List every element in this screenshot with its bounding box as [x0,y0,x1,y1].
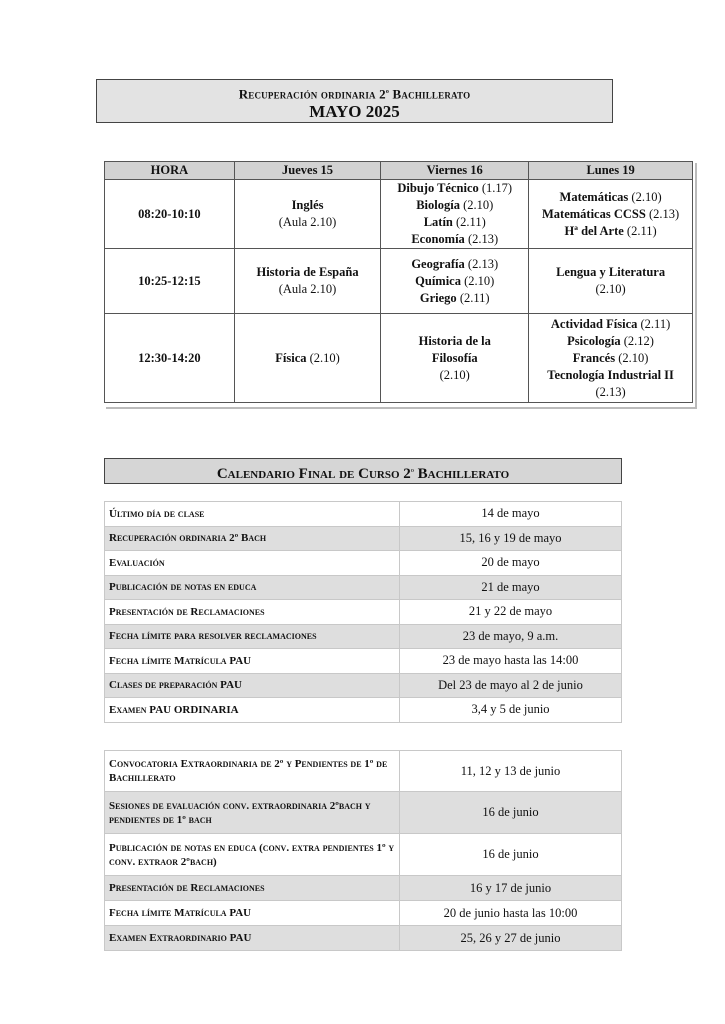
calendar-event-date: 16 de junio [400,834,622,876]
calendar-event-date: 3,4 y 5 de junio [400,698,622,723]
calendar-row [105,926,622,951]
calendar-event-date: 11, 12 y 13 de junio [400,751,622,792]
room-number: (2.13) [648,206,680,221]
col-header-jueves: Jueves 15 [234,162,381,180]
subject-name: Actividad Física [550,316,638,331]
calendar-event-date: 23 de mayo hasta las 14:00 [400,649,622,674]
calendar-event-label: Examen Extraordinario PAU [105,926,400,951]
calendar-event-label: Fecha límite Matrícula PAU [105,649,400,674]
title-line1: Recuperación ordinaria 2$^o$ Bachillerato [238,86,471,102]
calendar-row [105,834,622,876]
calendar-event-label: Examen PAU ORDINARIA [105,698,400,723]
calendar-event-date: 23 de mayo, 9 a.m. [400,624,622,649]
calendar-extraordinary-table [104,750,622,951]
room-number: (2.11) [640,316,671,331]
schedule-row [105,314,693,403]
schedule-entry [383,180,526,197]
calendar-event-label: Publicación de notas en educa [105,575,400,600]
room-number: (2.10) [618,350,649,365]
schedule-cell-viernes [381,249,529,314]
col-header-viernes: Viernes 16 [381,162,529,180]
calendar-event-label: Sesiones de evaluación conv. extraordinaria 2ºbach y pendientes de 1º bach [105,792,400,834]
schedule-cell-lunes [529,180,693,249]
schedule-entry [531,264,690,281]
schedule-entry [237,281,379,298]
calendar-row [105,751,622,792]
schedule-entry [237,264,379,281]
schedule-cell-jueves [234,180,381,249]
subject-name: Biología [416,198,460,212]
room-number: (2.10) [595,282,626,296]
schedule-entry [531,281,690,298]
room-number: (Aula 2.10) [278,215,337,229]
subject-name: Filosofía [431,350,478,365]
calendar-row [105,502,622,527]
room-number: (2.11) [456,215,486,229]
calendar-row [105,526,622,551]
room-number: (2.13) [595,384,626,399]
calendar-event-date: 25, 26 y 27 de junio [400,926,622,951]
schedule-cell-lunes [529,314,693,403]
exam-schedule-table [104,161,693,403]
room-number: (2.10) [631,189,662,204]
subject-name: Inglés [291,198,324,212]
calendar-row [105,876,622,901]
calendar-ordinary-table [104,501,622,723]
schedule-entry [383,197,526,214]
subject-name: Economía [411,232,465,246]
schedule-cell-viernes [381,314,529,403]
calendar-event-label: Publicación de notas en educa (conv. extra pendientes 1º y conv. extraor 2ºbach) [105,834,400,876]
schedule-hour: 12:30-14:20 [105,314,235,403]
subject-name: Latín [423,215,453,229]
room-number: (2.10) [463,198,494,212]
schedule-entry [383,256,526,273]
subject-name: Matemáticas [559,189,629,204]
calendar-row [105,792,622,834]
calendar-event-date: Del 23 de mayo al 2 de junio [400,673,622,698]
room-number: (2.10) [439,367,470,382]
schedule-entry [383,367,526,384]
calendar-event-date: 20 de mayo [400,551,622,576]
room-number: (2.10) [309,350,340,365]
calendar-event-date: 21 de mayo [400,575,622,600]
schedule-hour: 10:25-12:15 [105,249,235,314]
calendar-row [105,551,622,576]
subject-name: Lengua y Literatura [556,265,666,279]
calendar-event-date: 20 de junio hasta las 10:00 [400,901,622,926]
schedule-entry [531,384,690,401]
calendar-event-label: Evaluación [105,551,400,576]
schedule-cell-viernes [381,180,529,249]
schedule-entry [531,367,690,384]
col-header-lunes: Lunes 19 [529,162,693,180]
subject-name: Hª del Arte [564,223,624,238]
subject-name: Tecnología Industrial II [547,367,674,382]
schedule-entry [531,316,690,333]
subject-name: Psicología [567,333,621,348]
calendar-title: Calendario Final de Curso 2$^o$ Bachillerato [104,458,622,484]
calendar-row [105,673,622,698]
subject-name: Física [275,350,307,365]
col-header-hour: HORA [105,162,235,180]
calendar-row [105,624,622,649]
schedule-entry [237,350,379,367]
room-number: (1.17) [481,181,513,195]
schedule-cell-jueves [234,314,381,403]
schedule-entry [383,290,526,307]
schedule-cell-jueves [234,249,381,314]
schedule-hour: 08:20-10:10 [105,180,235,249]
schedule-cell-lunes [529,249,693,314]
calendar-row [105,649,622,674]
schedule-entry [383,273,526,290]
document-title-box [96,79,613,123]
schedule-entry [531,189,690,206]
calendar-event-date: 15, 16 y 19 de mayo [400,526,622,551]
schedule-header-row [105,162,693,180]
calendar-event-label: Fecha límite Matrícula PAU [105,901,400,926]
calendar-event-label: Presentación de Reclamaciones [105,600,400,625]
calendar-event-label: Fecha límite para resolver reclamaciones [105,624,400,649]
room-number: (2.13) [467,256,499,271]
schedule-entry [383,214,526,231]
calendar-event-date: 16 y 17 de junio [400,876,622,901]
room-number: (2.12) [623,333,654,348]
schedule-entry [383,231,526,248]
calendar-row [105,575,622,600]
subject-name: Dibujo Técnico [397,181,479,195]
schedule-entry [237,214,379,231]
room-number: (2.10) [464,273,495,288]
subject-name: Griego [419,290,457,305]
schedule-row [105,180,693,249]
schedule-entry [531,350,690,367]
subject-name: Historia de la [418,333,491,348]
room-number: (Aula 2.10) [278,282,337,296]
calendar-row [105,600,622,625]
subject-name: Francés [572,350,616,365]
calendar-event-label: Convocatoria Extraordinaria de 2º y Pendientes de 1º de Bachillerato [105,751,400,792]
subject-name: Matemáticas CCSS [542,206,646,221]
schedule-entry [237,197,379,214]
calendar-event-label: Presentación de Reclamaciones [105,876,400,901]
calendar-event-date: 21 y 22 de mayo [400,600,622,625]
calendar-event-label: Recuperación ordinaria 2º Bach [105,526,400,551]
calendar-row [105,901,622,926]
schedule-entry [531,223,690,240]
room-number: (2.11) [626,223,657,238]
title-line2: MAYO 2025 [309,102,400,122]
schedule-entry [531,206,690,223]
schedule-entry [383,350,526,367]
calendar-event-label: Clases de preparación PAU [105,673,400,698]
room-number: (2.11) [459,290,490,305]
subject-name: Historia de España [256,265,359,279]
calendar-event-label: Último día de clase [105,502,400,527]
calendar-row [105,698,622,723]
schedule-entry [383,333,526,350]
room-number: (2.13) [467,232,499,246]
subject-name: Química [415,273,461,288]
schedule-entry [531,333,690,350]
subject-name: Geografía [411,256,465,271]
calendar-event-date: 14 de mayo [400,502,622,527]
schedule-row [105,249,693,314]
calendar-event-date: 16 de junio [400,792,622,834]
